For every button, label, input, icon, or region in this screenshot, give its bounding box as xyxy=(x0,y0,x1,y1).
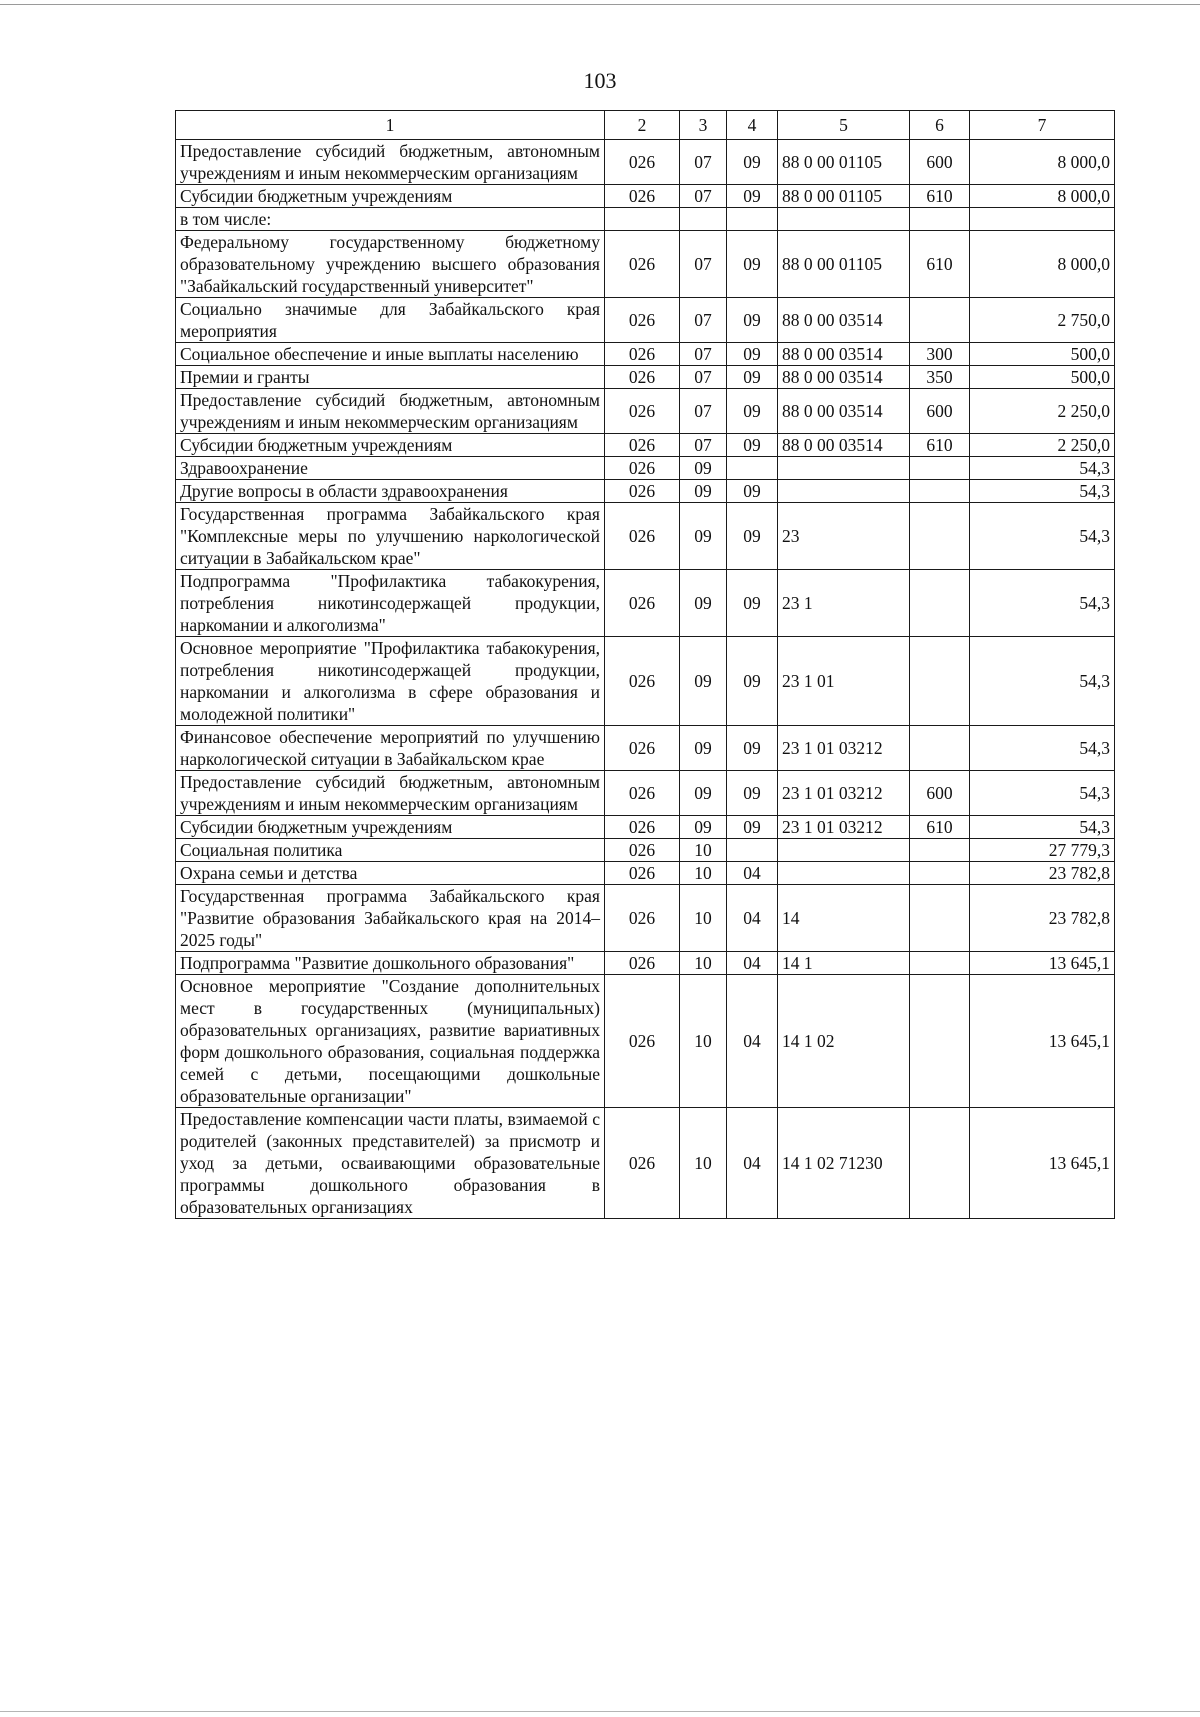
cell-grbs: 026 xyxy=(605,366,680,389)
cell-target-article: 14 1 02 xyxy=(778,975,910,1108)
header-cell: 6 xyxy=(910,111,970,140)
cell-subsection: 09 xyxy=(727,771,778,816)
cell-subsection: 09 xyxy=(727,816,778,839)
cell-target-article xyxy=(778,839,910,862)
cell-section: 07 xyxy=(680,298,727,343)
table-row xyxy=(176,975,1115,1108)
cell-target-article: 23 1 01 03212 xyxy=(778,771,910,816)
cell-name: Другие вопросы в области здравоохранения xyxy=(176,480,605,503)
table-body xyxy=(176,140,1115,1219)
cell-section: 09 xyxy=(680,570,727,637)
cell-grbs: 026 xyxy=(605,1108,680,1219)
header-cell: 2 xyxy=(605,111,680,140)
table-row xyxy=(176,637,1115,726)
cell-section: 09 xyxy=(680,726,727,771)
cell-target-article: 23 1 xyxy=(778,570,910,637)
cell-grbs: 026 xyxy=(605,389,680,434)
cell-amount: 54,3 xyxy=(970,637,1115,726)
cell-expense-type: 600 xyxy=(910,140,970,185)
cell-subsection xyxy=(727,839,778,862)
table-row xyxy=(176,434,1115,457)
cell-subsection: 04 xyxy=(727,1108,778,1219)
cell-grbs: 026 xyxy=(605,885,680,952)
cell-name: Субсидии бюджетным учреждениям xyxy=(176,185,605,208)
cell-name: Предоставление субсидий бюджетным, автономным учреждениям и иным некоммерческим организациям xyxy=(176,389,605,434)
cell-expense-type: 600 xyxy=(910,771,970,816)
cell-subsection: 09 xyxy=(727,185,778,208)
header-cell: 3 xyxy=(680,111,727,140)
table-row xyxy=(176,570,1115,637)
cell-name: Финансовое обеспечение мероприятий по улучшению наркологической ситуации в Забайкальском крае xyxy=(176,726,605,771)
cell-name: Субсидии бюджетным учреждениям xyxy=(176,434,605,457)
cell-target-article: 88 0 00 03514 xyxy=(778,298,910,343)
table-row xyxy=(176,952,1115,975)
cell-section: 10 xyxy=(680,885,727,952)
cell-name: в том числе: xyxy=(176,208,605,231)
cell-expense-type xyxy=(910,885,970,952)
cell-grbs: 026 xyxy=(605,952,680,975)
cell-target-article: 23 1 01 03212 xyxy=(778,726,910,771)
cell-subsection: 09 xyxy=(727,298,778,343)
cell-expense-type: 610 xyxy=(910,231,970,298)
cell-name: Социальное обеспечение и иные выплаты населению xyxy=(176,343,605,366)
cell-subsection: 09 xyxy=(727,434,778,457)
cell-section: 09 xyxy=(680,457,727,480)
cell-grbs: 026 xyxy=(605,637,680,726)
cell-grbs: 026 xyxy=(605,726,680,771)
table-row xyxy=(176,1108,1115,1219)
cell-expense-type xyxy=(910,637,970,726)
cell-name: Премии и гранты xyxy=(176,366,605,389)
cell-section: 10 xyxy=(680,1108,727,1219)
table-row xyxy=(176,366,1115,389)
table-row xyxy=(176,343,1115,366)
cell-subsection: 09 xyxy=(727,366,778,389)
table-row xyxy=(176,885,1115,952)
cell-grbs: 026 xyxy=(605,140,680,185)
cell-subsection: 04 xyxy=(727,952,778,975)
cell-amount: 54,3 xyxy=(970,726,1115,771)
cell-section: 07 xyxy=(680,366,727,389)
cell-subsection: 09 xyxy=(727,231,778,298)
cell-grbs: 026 xyxy=(605,480,680,503)
header-cell: 5 xyxy=(778,111,910,140)
cell-target-article xyxy=(778,208,910,231)
cell-name: Государственная программа Забайкальского края "Развитие образования Забайкальского края на 2014–2025 годы" xyxy=(176,885,605,952)
cell-grbs: 026 xyxy=(605,503,680,570)
cell-subsection: 09 xyxy=(727,389,778,434)
cell-target-article: 88 0 00 03514 xyxy=(778,343,910,366)
cell-expense-type: 300 xyxy=(910,343,970,366)
cell-section: 09 xyxy=(680,480,727,503)
cell-section: 07 xyxy=(680,389,727,434)
bottom-edge-rule xyxy=(0,1711,1200,1712)
cell-amount: 13 645,1 xyxy=(970,1108,1115,1219)
table-row xyxy=(176,862,1115,885)
cell-expense-type xyxy=(910,208,970,231)
cell-grbs: 026 xyxy=(605,771,680,816)
cell-subsection: 04 xyxy=(727,885,778,952)
cell-name: Предоставление субсидий бюджетным, автономным учреждениям и иным некоммерческим организациям xyxy=(176,140,605,185)
top-edge-rule xyxy=(0,4,1200,5)
cell-subsection xyxy=(727,208,778,231)
cell-grbs: 026 xyxy=(605,434,680,457)
cell-amount: 54,3 xyxy=(970,480,1115,503)
cell-name: Государственная программа Забайкальского края "Комплексные меры по улучшению наркологической ситуации в Забайкальском крае" xyxy=(176,503,605,570)
header-row xyxy=(176,111,1115,140)
header-cell: 1 xyxy=(176,111,605,140)
cell-subsection: 09 xyxy=(727,637,778,726)
cell-target-article: 23 1 01 03212 xyxy=(778,816,910,839)
cell-grbs: 026 xyxy=(605,343,680,366)
cell-target-article: 14 1 02 71230 xyxy=(778,1108,910,1219)
cell-section: 07 xyxy=(680,343,727,366)
cell-name: Социальная политика xyxy=(176,839,605,862)
budget-table xyxy=(175,110,1115,1219)
cell-amount: 54,3 xyxy=(970,503,1115,570)
cell-amount: 8 000,0 xyxy=(970,231,1115,298)
cell-expense-type xyxy=(910,726,970,771)
table-row xyxy=(176,185,1115,208)
cell-section: 07 xyxy=(680,185,727,208)
cell-amount: 27 779,3 xyxy=(970,839,1115,862)
table-row xyxy=(176,726,1115,771)
cell-grbs: 026 xyxy=(605,185,680,208)
cell-subsection: 04 xyxy=(727,975,778,1108)
cell-expense-type: 610 xyxy=(910,434,970,457)
page-number: 103 xyxy=(583,68,617,93)
cell-amount: 54,3 xyxy=(970,457,1115,480)
cell-subsection: 09 xyxy=(727,570,778,637)
cell-target-article: 88 0 00 03514 xyxy=(778,389,910,434)
table-row xyxy=(176,389,1115,434)
cell-expense-type xyxy=(910,839,970,862)
cell-expense-type xyxy=(910,457,970,480)
cell-expense-type xyxy=(910,480,970,503)
cell-amount xyxy=(970,208,1115,231)
cell-grbs: 026 xyxy=(605,816,680,839)
cell-grbs: 026 xyxy=(605,862,680,885)
cell-target-article xyxy=(778,862,910,885)
cell-subsection: 04 xyxy=(727,862,778,885)
cell-grbs: 026 xyxy=(605,839,680,862)
cell-target-article: 88 0 00 01105 xyxy=(778,140,910,185)
cell-name: Федеральному государственному бюджетному образовательному учреждению высшего образования "Забайкальский государственный университет" xyxy=(176,231,605,298)
cell-amount: 54,3 xyxy=(970,570,1115,637)
cell-subsection: 09 xyxy=(727,726,778,771)
cell-section: 10 xyxy=(680,862,727,885)
cell-amount: 500,0 xyxy=(970,343,1115,366)
cell-section: 10 xyxy=(680,975,727,1108)
table-row xyxy=(176,480,1115,503)
cell-section: 07 xyxy=(680,434,727,457)
cell-grbs: 026 xyxy=(605,570,680,637)
table-row xyxy=(176,503,1115,570)
header-cell: 7 xyxy=(970,111,1115,140)
cell-expense-type xyxy=(910,298,970,343)
cell-amount: 2 250,0 xyxy=(970,434,1115,457)
cell-name: Основное мероприятие "Профилактика табакокурения, потребления никотинсодержащей продукции, наркомании и алкоголизма в сфере образования и молодежной политики" xyxy=(176,637,605,726)
cell-subsection xyxy=(727,457,778,480)
cell-amount: 23 782,8 xyxy=(970,885,1115,952)
table-row xyxy=(176,298,1115,343)
cell-expense-type xyxy=(910,952,970,975)
cell-amount: 13 645,1 xyxy=(970,952,1115,975)
cell-amount: 54,3 xyxy=(970,816,1115,839)
cell-grbs xyxy=(605,208,680,231)
cell-target-article xyxy=(778,480,910,503)
cell-target-article: 88 0 00 03514 xyxy=(778,366,910,389)
cell-expense-type xyxy=(910,570,970,637)
cell-expense-type xyxy=(910,503,970,570)
cell-subsection: 09 xyxy=(727,503,778,570)
cell-name: Охрана семьи и детства xyxy=(176,862,605,885)
cell-subsection: 09 xyxy=(727,343,778,366)
cell-section: 09 xyxy=(680,503,727,570)
cell-section: 10 xyxy=(680,952,727,975)
cell-name: Здравоохранение xyxy=(176,457,605,480)
table-row xyxy=(176,140,1115,185)
cell-subsection: 09 xyxy=(727,140,778,185)
cell-target-article: 88 0 00 03514 xyxy=(778,434,910,457)
cell-target-article: 14 xyxy=(778,885,910,952)
cell-name: Подпрограмма "Профилактика табакокурения, потребления никотинсодержащей продукции, наркомании и алкоголизма" xyxy=(176,570,605,637)
cell-expense-type: 350 xyxy=(910,366,970,389)
header-cell: 4 xyxy=(727,111,778,140)
cell-name: Предоставление компенсации части платы, взимаемой с родителей (законных представителей) за присмотр и уход за детьми, осваивающими образовательные программы дошкольного образования в образовательных организациях xyxy=(176,1108,605,1219)
table-row xyxy=(176,771,1115,816)
cell-amount: 8 000,0 xyxy=(970,140,1115,185)
cell-name: Предоставление субсидий бюджетным, автономным учреждениям и иным некоммерческим организациям xyxy=(176,771,605,816)
cell-target-article: 23 1 01 xyxy=(778,637,910,726)
cell-name: Подпрограмма "Развитие дошкольного образования" xyxy=(176,952,605,975)
cell-target-article: 23 xyxy=(778,503,910,570)
cell-target-article xyxy=(778,457,910,480)
cell-section: 09 xyxy=(680,771,727,816)
cell-amount: 13 645,1 xyxy=(970,975,1115,1108)
table-row xyxy=(176,816,1115,839)
cell-section: 07 xyxy=(680,231,727,298)
cell-section: 10 xyxy=(680,839,727,862)
cell-amount: 54,3 xyxy=(970,771,1115,816)
table-row xyxy=(176,208,1115,231)
cell-amount: 2 750,0 xyxy=(970,298,1115,343)
cell-section xyxy=(680,208,727,231)
table-row xyxy=(176,231,1115,298)
cell-target-article: 14 1 xyxy=(778,952,910,975)
cell-expense-type: 610 xyxy=(910,816,970,839)
cell-amount: 500,0 xyxy=(970,366,1115,389)
cell-expense-type xyxy=(910,862,970,885)
cell-grbs: 026 xyxy=(605,231,680,298)
cell-expense-type: 610 xyxy=(910,185,970,208)
cell-expense-type xyxy=(910,975,970,1108)
cell-grbs: 026 xyxy=(605,298,680,343)
cell-amount: 2 250,0 xyxy=(970,389,1115,434)
cell-target-article: 88 0 00 01105 xyxy=(778,185,910,208)
table-row xyxy=(176,839,1115,862)
cell-expense-type: 600 xyxy=(910,389,970,434)
cell-section: 09 xyxy=(680,637,727,726)
cell-subsection: 09 xyxy=(727,480,778,503)
cell-amount: 8 000,0 xyxy=(970,185,1115,208)
cell-section: 07 xyxy=(680,140,727,185)
cell-grbs: 026 xyxy=(605,457,680,480)
table-row xyxy=(176,457,1115,480)
cell-grbs: 026 xyxy=(605,975,680,1108)
cell-amount: 23 782,8 xyxy=(970,862,1115,885)
cell-section: 09 xyxy=(680,816,727,839)
cell-name: Социально значимые для Забайкальского края мероприятия xyxy=(176,298,605,343)
cell-target-article: 88 0 00 01105 xyxy=(778,231,910,298)
cell-name: Основное мероприятие "Создание дополнительных мест в государственных (муниципальных) образовательных организациях, развитие вариативных форм дошкольного образования, социальная поддержка семей с детьми, посещающими дошкольные образовательные организации" xyxy=(176,975,605,1108)
cell-expense-type xyxy=(910,1108,970,1219)
cell-name: Субсидии бюджетным учреждениям xyxy=(176,816,605,839)
